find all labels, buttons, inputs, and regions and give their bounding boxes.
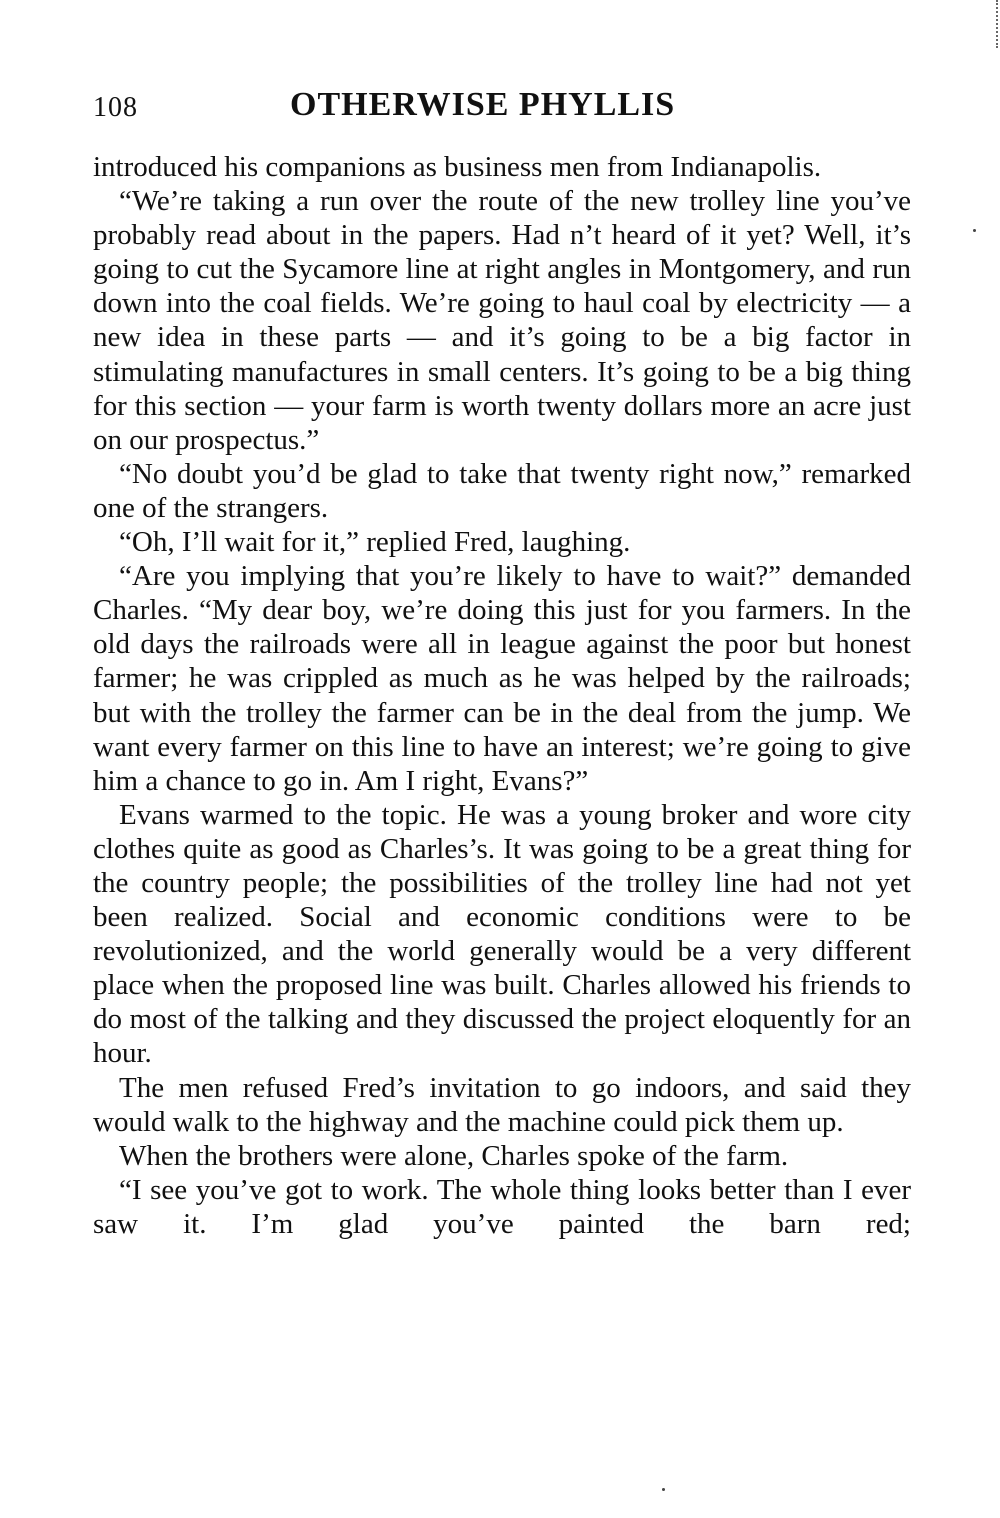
paragraph: When the brothers were alone, Charles spoke of the farm.: [119, 1139, 789, 1172]
body-text: [93, 150, 911, 1241]
book-page: [93, 86, 911, 1241]
paragraph: “I see you’ve got to work. The whole thing looks better than I ever saw it. I’m glad you’ve painted the barn red;: [93, 1173, 911, 1240]
page-edge-mark: [994, 0, 998, 48]
ink-speck: [662, 1488, 665, 1491]
page-number: 108: [93, 92, 138, 123]
paragraph: “Oh, I’ll wait for it,” replied Fred, laughing.: [119, 526, 631, 559]
running-head: [93, 86, 911, 128]
paragraph: “No doubt you’d be glad to take that twenty right now,” remarked one of the strangers.: [93, 457, 911, 524]
paragraph: “We’re taking a run over the route of the new trolley line you’ve probably read about in the papers. Had n’t heard of it yet? Well, it’s going to cut the Sycamore line at right angles in Montgomery, and run down into the coal fields. We’re going to haul coal by electricity — a new idea in these parts — and it’s going to be a big factor in stimulating manufactures in small centers. It’s going to be a big thing for this section — your farm is worth twenty dollars more an acre just on our prospectus.”: [93, 185, 911, 456]
paragraph: “Are you implying that you’re likely to have to wait?” demanded Charles. “My dear boy, we’re doing this just for you farmers. In the old days the railroads were all in league against the poor but honest farmer; he was crippled as much as he was helped by the railroads; but with the trolley the farmer can be in the deal from the jump. We want every farmer on this line to have an interest; we’re going to give him a chance to go in. Am I right, Evans?”: [93, 560, 911, 797]
paragraph: introduced his companions as business men from Indianapolis.: [93, 151, 822, 183]
running-title: OTHERWISE PHYLLIS: [290, 86, 676, 123]
paragraph: The men refused Fred’s invitation to go indoors, and said they would walk to the highway and the machine could pick them up.: [93, 1071, 911, 1138]
ink-speck: [973, 229, 976, 232]
paragraph: Evans warmed to the topic. He was a young broker and wore city clothes quite as good as Charles’s. It was going to be a great thing for the country people; the possibilities of the trolley line had not yet been realized. Social and economic conditions were to be revolutionized, and the world generally would be a very different place when the proposed line was built. Charles allowed his friends to do most of the talking and they discussed the project eloquently for an hour.: [93, 798, 911, 1070]
